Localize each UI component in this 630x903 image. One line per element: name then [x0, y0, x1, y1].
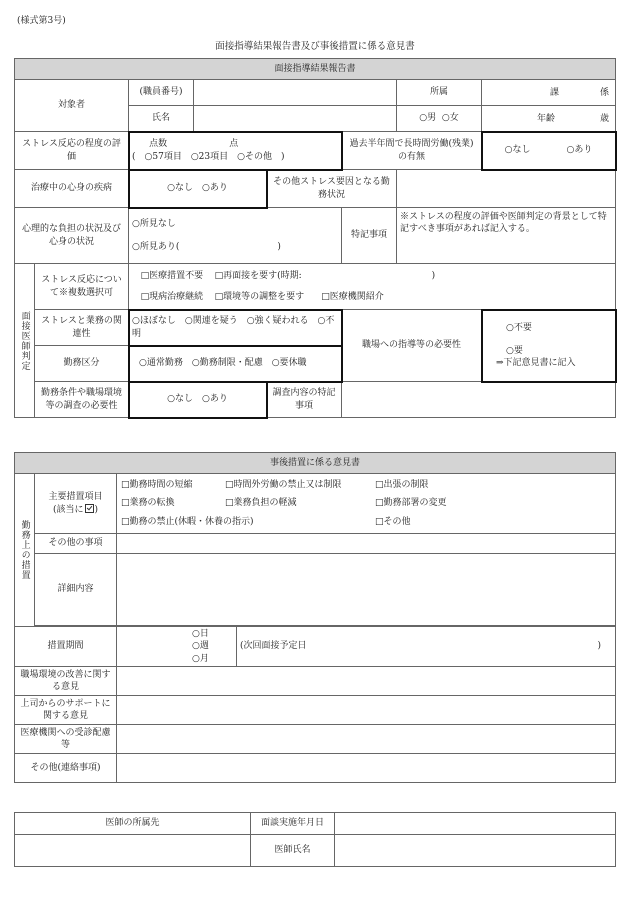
name-field[interactable]	[194, 106, 397, 132]
env-survey-label: 勤務条件や職場環境等の調査の必要性	[35, 382, 129, 418]
opt-reinterview[interactable]: □再面接を要す(時期:	[214, 271, 302, 282]
next-interview-label: (次回面接予定日	[240, 641, 307, 652]
opt-refer-medical[interactable]: □医療機関紹介	[321, 291, 384, 302]
env-improve-label: 職場環境の改善に関する意見	[15, 667, 117, 696]
medical-label: 医療機関への受診配慮等	[15, 725, 117, 754]
other-matters-label: その他の事項	[35, 534, 117, 554]
doctor-name-label: 医師氏名	[251, 835, 335, 867]
next-interview-close: )	[597, 641, 602, 651]
guidance-note: ⇒下記意見書に記入	[496, 358, 576, 369]
guidance-field[interactable]	[482, 310, 616, 382]
opt-continue-treatment[interactable]: □現病治療継続	[140, 291, 204, 302]
misc-label: その他(連絡事項)	[15, 754, 117, 783]
name-label: 氏名	[129, 106, 194, 132]
doctor-affiliation-label: 医師の所属先	[15, 813, 251, 835]
opt-no-medical[interactable]: □医療措置不要	[140, 271, 204, 282]
staff-number-field[interactable]	[194, 80, 397, 106]
main-items-sub: (該当に	[52, 504, 84, 515]
interview-date-label: 面談実施年月日	[251, 813, 335, 835]
affiliation-label: 所属	[397, 80, 482, 106]
other-stress-label: その他ストレス要因となる勤務状況	[267, 170, 397, 208]
period-month[interactable]: ○月	[192, 653, 209, 664]
medical-field[interactable]	[117, 725, 616, 754]
opt-env-adjust[interactable]: □環境等の調整を要す	[214, 291, 305, 302]
illness-options[interactable]: ○なし ○あり	[129, 170, 267, 208]
form-number: (様式第3号)	[17, 16, 66, 26]
measures-table	[14, 452, 616, 783]
survey-special-label: 調査内容の特記事項	[267, 382, 342, 418]
env-improve-field[interactable]	[117, 667, 616, 696]
interview-date-field[interactable]	[335, 813, 616, 835]
stress-eval-label: ストレス反応の程度の評価	[15, 132, 129, 170]
stress-resp-label: ストレス反応について※複数選択可	[35, 264, 129, 310]
special-note: ※ストレスの程度の評価や医師判定の背景として特記すべき事項があれば記入する。	[397, 208, 616, 264]
section-label: 課	[550, 88, 560, 98]
psych-label: 心理的な負担の状況及び心身の状況	[15, 208, 129, 264]
relation-label: ストレスと業務の関連性	[35, 310, 129, 346]
stress-resp-field[interactable]	[129, 264, 616, 310]
period-day[interactable]: ○日	[192, 629, 209, 640]
special-label: 特記事項	[342, 208, 397, 264]
report-table	[14, 58, 616, 418]
measure-item[interactable]: □その他	[375, 516, 411, 527]
doctor-table	[14, 812, 616, 867]
checkbox-checked-icon	[85, 504, 94, 513]
guidance-yes[interactable]: ○要	[506, 345, 523, 356]
workplace-guidance-label: 職場への指導等の必要性	[342, 310, 482, 382]
other-stress-field[interactable]	[397, 170, 616, 208]
work-class-options[interactable]: ○通常勤務 ○勤務制限・配慮 ○要休職	[129, 346, 342, 382]
work-class-label: 勤務区分	[35, 346, 129, 382]
guidance-no[interactable]: ○不要	[506, 322, 532, 333]
report-header: 面接指導結果報告書	[15, 59, 616, 80]
period-label: 措置期間	[15, 627, 117, 667]
measure-item[interactable]: □時間外労働の禁止又は制限	[225, 480, 342, 491]
main-items-label	[35, 474, 117, 534]
measures-header: 事後措置に係る意見書	[15, 453, 616, 474]
period-week[interactable]: ○週	[192, 641, 209, 652]
judgement-label: 面接医師判定	[15, 264, 35, 418]
relation-options[interactable]: ○ほぼなし ○関連を疑う ○強く疑われる ○不明	[129, 310, 342, 346]
support-field[interactable]	[117, 696, 616, 725]
measure-item[interactable]: □勤務時間の短縮	[121, 480, 193, 491]
age-field[interactable]	[482, 106, 616, 132]
doctor-affiliation-field[interactable]	[15, 835, 251, 867]
illness-label: 治療中の心身の疾病	[15, 170, 129, 208]
support-label: 上司からのサポートに関する意見	[15, 696, 117, 725]
subject-label: 対象者	[15, 80, 129, 132]
env-survey-options[interactable]: ○なし ○あり	[129, 382, 267, 418]
psych-field[interactable]	[129, 208, 342, 264]
main-items-grid	[117, 474, 616, 534]
sex-field[interactable]	[397, 106, 482, 132]
details-field[interactable]	[117, 554, 616, 626]
measure-item[interactable]: □業務の転換	[121, 498, 175, 509]
details-label: 詳細内容	[35, 554, 117, 626]
score-field[interactable]	[129, 132, 342, 170]
main-items-sub-close: )	[94, 504, 99, 515]
unit-label: 係	[600, 88, 610, 98]
main-items-title: 主要措置項目	[48, 492, 103, 503]
document-title: 面接指導結果報告書及び事後措置に係る意見書	[215, 41, 415, 52]
doctor-name-field[interactable]	[335, 835, 616, 867]
psych-finding[interactable]: ○所見あり(	[132, 241, 180, 252]
psych-no-finding[interactable]: ○所見なし	[132, 219, 176, 230]
affiliation-field[interactable]	[482, 80, 616, 106]
next-interview-field[interactable]	[237, 627, 616, 667]
measure-item[interactable]: □出張の制限	[375, 480, 429, 491]
age-unit: 歳	[600, 114, 610, 124]
other-matters-field[interactable]	[117, 534, 616, 554]
overtime-label: 過去半年間で長時間労働(残業)の有無	[342, 132, 482, 170]
score-label: 点数	[149, 139, 168, 150]
misc-field[interactable]	[117, 754, 616, 783]
staff-number-label: (職員番号)	[129, 80, 194, 106]
period-options[interactable]	[117, 627, 237, 667]
measures-side-label: 勤務上の措置	[15, 474, 35, 627]
measure-item[interactable]: □勤務部署の変更	[375, 498, 447, 509]
measure-item[interactable]: □業務負担の軽減	[225, 498, 297, 509]
age-label: 年齢	[537, 114, 556, 124]
sex-male-option[interactable]: ○男	[419, 113, 437, 124]
sex-female-option[interactable]: ○女	[441, 113, 459, 124]
score-unit: 点	[229, 139, 239, 150]
overtime-options[interactable]: ○なし ○あり	[482, 132, 616, 170]
reinterview-close: )	[431, 271, 436, 282]
psych-finding-close: )	[277, 241, 281, 252]
score-options[interactable]: ( ○57項目 ○23項目 ○その他 )	[132, 151, 285, 162]
survey-special-field[interactable]	[342, 382, 616, 418]
measure-item[interactable]: □勤務の禁止(休暇・休養の指示)	[121, 516, 254, 527]
